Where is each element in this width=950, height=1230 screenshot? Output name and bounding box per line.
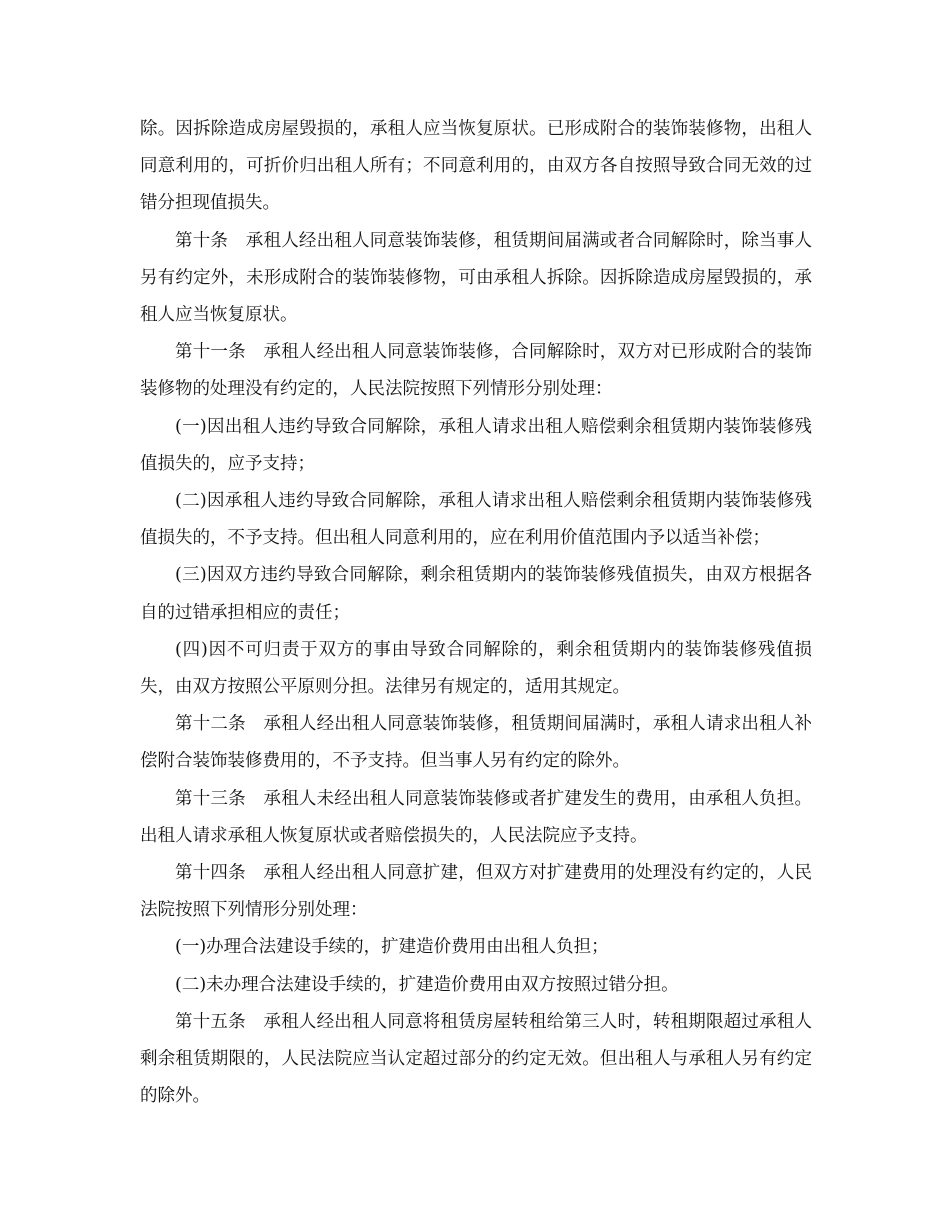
paragraph-article-11-item-2: (二)因承租人违约导致合同解除，承租人请求出租人赔偿剩余租赁期内装饰装修残值损失的，不予支持。但出租人同意利用的，应在利用价值范围内予以适当补偿；: [140, 491, 812, 549]
paragraph-article-12: 第十二条 承租人经出租人同意装饰装修，租赁期间届满时，承租人请求出租人补偿附合装饰装修费用的，不予支持。但当事人另有约定的除外。: [140, 714, 812, 772]
paragraph-article-14-item-2: (二)未办理合法建设手续的，扩建造价费用由双方按照过错分担。: [175, 974, 679, 995]
paragraph-article-14-item-1: (一)办理合法建设手续的，扩建造价费用由出租人负担；: [175, 937, 609, 958]
paragraph-article-14: 第十四条 承租人经出租人同意扩建，但双方对扩建费用的处理没有约定的，人民法院按照下列情形分别处理：: [140, 863, 812, 921]
paragraph-article-13: 第十三条 承租人未经出租人同意装饰装修或者扩建发生的费用，由承租人负担。出租人请求承租人恢复原状或者赔偿损失的，人民法院应予支持。: [140, 788, 812, 846]
paragraph-article-10: 第十条 承租人经出租人同意装饰装修，租赁期间届满或者合同解除时，除当事人另有约定外，未形成附合的装饰装修物，可由承租人拆除。因拆除造成房屋毁损的，承租人应当恢复原状。: [140, 230, 812, 326]
paragraph-article-11-item-4: (四)因不可归责于双方的事由导致合同解除的，剩余租赁期内的装饰装修残值损失，由双方按照公平原则分担。法律另有规定的，适用其规定。: [140, 639, 812, 698]
paragraph-article-11: 第十一条 承租人经出租人同意装饰装修，合同解除时，双方对已形成附合的装饰装修物的处理没有约定的，人民法院按照下列情形分别处理：: [140, 342, 812, 400]
paragraph-article-11-item-3: (三)因双方违约导致合同解除，剩余租赁期内的装饰装修残值损失，由双方根据各自的过错承担相应的责任；: [140, 565, 812, 623]
paragraph-continuation: 除。因拆除造成房屋毁损的，承租人应当恢复原状。已形成附合的装饰装修物，出租人同意利用的，可折价归出租人所有；不同意利用的，由双方各自按照导致合同无效的过错分担现值损失。: [140, 119, 812, 214]
paragraph-article-11-item-1: (一)因出租人违约导致合同解除，承租人请求出租人赔偿剩余租赁期内装饰装修残值损失的，应予支持；: [140, 416, 812, 474]
paragraph-article-15: 第十五条 承租人经出租人同意将租赁房屋转租给第三人时，转租期限超过承租人剩余租赁期限的，人民法院应当认定超过部分的约定无效。但出租人与承租人另有约定的除外。: [140, 1011, 812, 1107]
document-body: [140, 111, 812, 1115]
